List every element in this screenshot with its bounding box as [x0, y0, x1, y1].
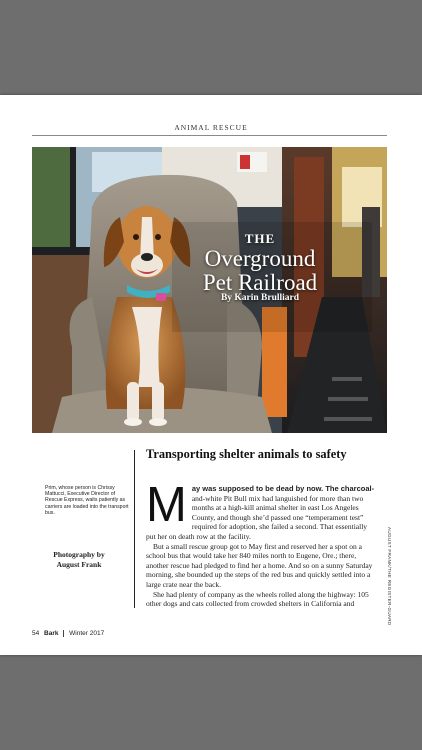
page-number: 54	[32, 630, 40, 638]
article-body	[146, 478, 378, 609]
paragraph-1: and-white Pit Bull mix had languished for more than two months at a high-kill animal shelter in east Los Angeles County, and though she’d passed one “temperament test” required for adoption, she failed a second. That essentially put her on death row at the facility.	[146, 493, 368, 541]
byline: By Karin Brulliard	[220, 293, 300, 303]
column-divider	[134, 450, 135, 608]
magazine-name: Bark	[44, 630, 59, 638]
title-the: THE	[244, 231, 276, 246]
photography-credit	[40, 550, 118, 570]
header-rule	[32, 135, 387, 136]
photographer-name: August Frank	[56, 560, 102, 569]
paragraph-2: But a small rescue group got to May first and reserved her a spot on a school bus that would take her 840 miles north to Eugene, Ore.; there, another rescue had pledged to find her a home. And so on a sunny Saturday morning, she bounded up the steps of the red bus and quickly settled into a large crate near the back.	[146, 541, 373, 589]
magazine-page	[0, 95, 422, 655]
drop-cap: M	[146, 478, 187, 532]
folio-separator	[63, 630, 64, 637]
photo-caption: Prim, whose person is Chrissy Mattucci, Executive Director of Rescue Express, waits patiently as carriers are loaded into the transport bus.	[45, 485, 129, 516]
lead-in: ay was supposed to be dead by now. The charcoal-	[191, 484, 375, 493]
section-label: ANIMAL RESCUE	[174, 123, 248, 132]
title-line-2: Pet Railroad	[202, 270, 318, 295]
article-title	[170, 231, 350, 295]
issue-date: Winter 2017	[69, 630, 105, 638]
paragraph-3: She had plenty of company as the wheels rolled along the highway: 105 other dogs and cats collected from crowded shelters in California and	[146, 589, 369, 609]
page-folio	[32, 630, 104, 637]
photography-credit-label: Photography by	[53, 550, 105, 559]
article-headline: Transporting shelter animals to safety	[146, 447, 347, 461]
title-line-1: Overground	[204, 246, 316, 271]
side-photo-credit: AUGUST FRANK/THE REGISTER-GUARD	[387, 527, 392, 626]
